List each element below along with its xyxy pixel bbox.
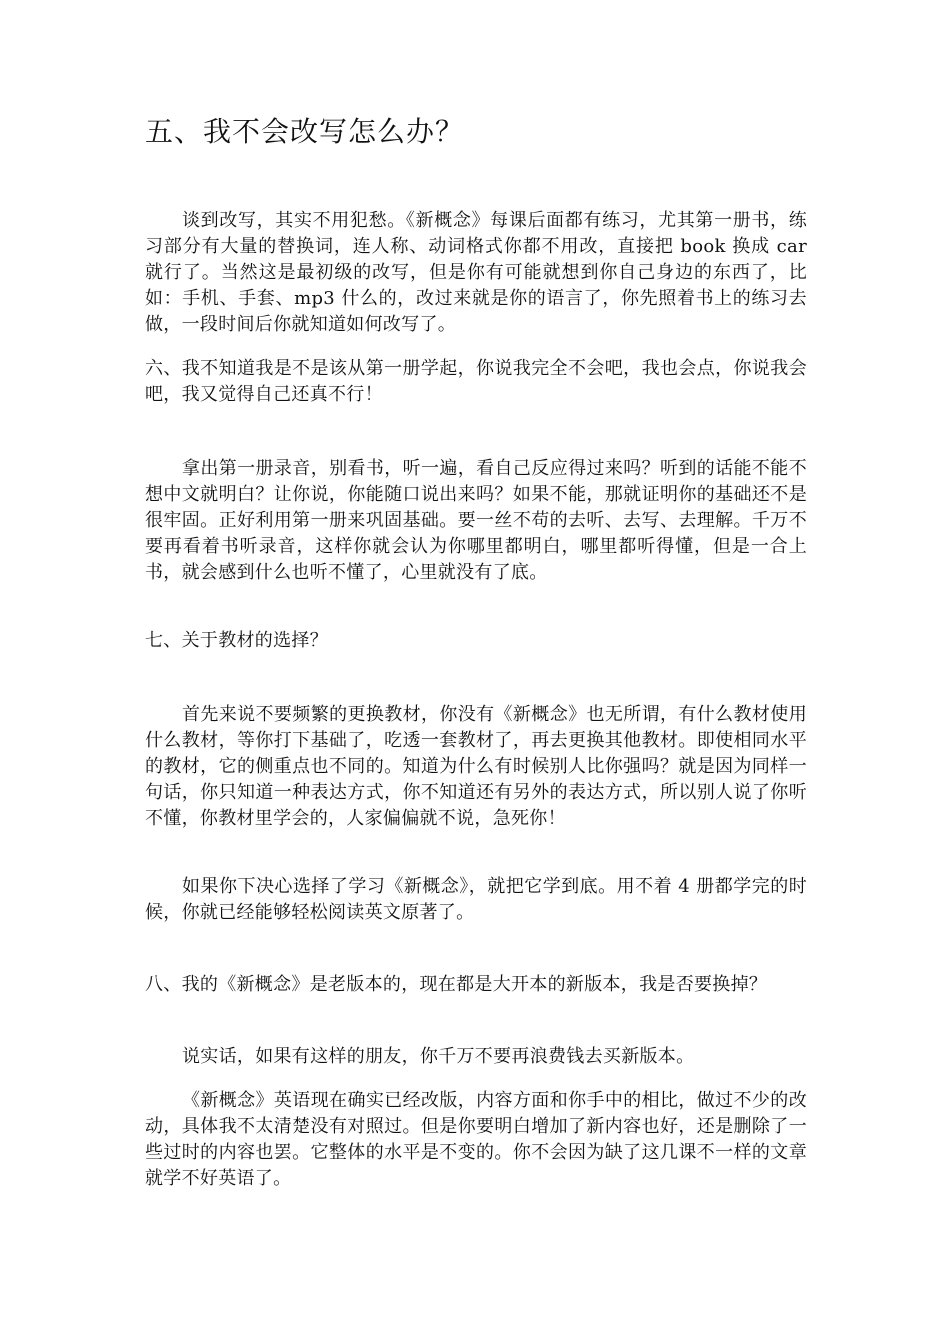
question-heading-seven: 七、关于教材的选择？: [145, 630, 328, 651]
paragraph-textbook-choice: 首先来说不要频繁的更换教材，你没有《新概念》也无所谓，有什么教材使用什么教材，等你打下基础了，吃透一套教材了，再去更换其他教材。即使相同水平的教材，它的侧重点也不同的。知道为什么有时候别人比你强吗？就是因为同样一句话，你只知道一种表达方式，你不知道还有另外的表达方式，所以别人说了你听不懂，你教材里学会的，人家偏偏就不说，急死你！: [145, 704, 807, 829]
paragraph-do-not-buy-new: 说实话，如果有这样的朋友，你千万不要再浪费钱去买新版本。: [182, 1046, 695, 1067]
paragraph-rewrite-advice: 谈到改写，其实不用犯愁。《新概念》每课后面都有练习，尤其第一册书，练习部分有大量的替换词，连人称、动词格式你都不用改，直接把 book 换成 car 就行了。当然这是最初级的改写，但是你有可能就想到你自己身边的东西了，比如：手机、手套、mp3 什么的，改过来就是你的语言了，你先照着书上的练习去做，一段时间后你就知道如何改写了。: [145, 210, 807, 335]
question-heading-eight: 八、我的《新概念》是老版本的，现在都是大开本的新版本，我是否要换掉？: [145, 974, 768, 995]
paragraph-new-edition-changes: 《新概念》英语现在确实已经改版，内容方面和你手中的相比，做过不少的改动，具体我不太清楚没有对照过。但是你要明白增加了新内容也好，还是删除了一些过时的内容也罢。它整体的水平是不变的。你不会因为缺了这几课不一样的文章就学不好英语了。: [145, 1090, 807, 1189]
paragraph-book-one-listening: 拿出第一册录音，别看书，听一遍，看自己反应得过来吗？听到的话能不能不想中文就明白？让你说，你能随口说出来吗？如果不能，那就证明你的基础还不是很牢固。正好利用第一册来巩固基础。要一丝不苟的去听、去写、去理解。千万不要再看着书听录音，这样你就会认为你哪里都明白，哪里都听得懂，但是一合上书，就会感到什么也听不懂了，心里就没有了底。: [145, 458, 807, 583]
paragraph-finish-new-concept: 如果你下决心选择了学习《新概念》，就把它学到底。用不着 4 册都学完的时候，你就已经能够轻松阅读英文原著了。: [145, 876, 807, 923]
section-title: 五、我不会改写怎么办？: [145, 115, 465, 148]
question-heading-six: 六、我不知道我是不是该从第一册学起，你说我完全不会吧，我也会点，你说我会吧，我又觉得自己还真不行！: [145, 358, 807, 405]
